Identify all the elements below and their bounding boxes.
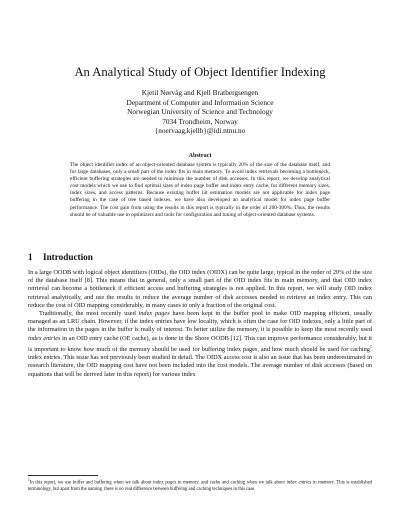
emphasis-index-entries: index entries (28, 334, 61, 342)
section-heading (28, 252, 93, 262)
section-number: 1 (28, 252, 33, 262)
author-block (0, 88, 400, 136)
emphasis-index-pages: index pages (138, 310, 170, 318)
section-title: Introduction (43, 252, 93, 262)
paragraph-2: Traditionally, the most recently used index pages have been kept in the buffer pool to make OID mapping efficient, usually managed as an LRU chain. However, if the index entries have low locality, which is often the case for OID indexes, only a little part of the information in the pages in the buffer is really of interest. To better utilize the memory, it is possible to keep the most recently used index entries in an OID entry cache (OE cache), as is done in the Shore OODB [12]. This can improve performance considerably, but it is important to know how much of the memory should be used for buffering index pages, and how much should be used for caching$^1$ index entries. This issue has not previously been studied in detail. The OIDX access cost is also an issue that has been underestimated in research literature, the OID mapping cost have not been included into the cost models. The average number of disk accesses (based on equations that will be derived later in this report) for various index (28, 310, 373, 378)
affiliation-department: Department of Computer and Information Science (126, 97, 274, 107)
affiliation-address: 7034 Trondheim, Norway (162, 116, 238, 126)
section-body (28, 269, 372, 379)
abstract-text: The object identifier index of an object-oriented database system is typically 20% of the size of the database itself, and for large databases, only a small part of the index fits in main memory. To avoid index retrievals becoming a bottleneck, efficient buffering strategies are needed to minimize the number of disk accesses. In this report, we develop analytical cost models which we use to find optimal sizes of index page buffer and index entry cache, for different memory sizes, index sizes, and access patterns. Because existing buffer hit estimation models are not applicable for index page buffering in the case of tree based indexes, we have also developed an analytical model for index page buffer performance. The cost gain from using the results in this report is typically in the order of 200-300%. Thus, the results should be of valuable use in optimizers and tools for configuration and tuning of object-oriented database systems. (70, 162, 330, 218)
footnote-mark: 1 (28, 478, 30, 482)
paper-title: An Analytical Study of Object Identifier Indexing (74, 65, 326, 79)
footnote-reference: 1 (369, 343, 372, 349)
paragraph-1: In a large OODB with logical object identifiers (OIDs), the OID index (OIDX) can be quite large, typical in the order of 20% of the size of the database itself [8]. This means that in general, only a small part of the OID index fits in main memory, and that OID index retrieval can become a bottleneck if efficient access and buffering strategies is not applied. In this report, we will study OID index retrieval analytically, and use the results to reduce the average number of disk accesses needed to retrieve an index entry. This can reduce the cost of OID mapping considerably, in many cases to only a fraction of the original cost. (28, 269, 372, 309)
affiliation-university: Norwegian University of Science and Technology (127, 107, 273, 117)
abstract-heading: Abstract (188, 152, 212, 159)
footnote-divider (28, 475, 98, 476)
author-names: Kjetil Nørvåg and Kjell Bratbergsengen (141, 88, 259, 97)
author-email: {noervaag,kjellb}@idi.ntnu.no (154, 126, 246, 136)
footnote: $^1$In this report, we use buffer and buffering when we talk about index pages in memory, and cache and caching when we talk about index entries in memory. This is established terminology, but apart from the naming, there is no real difference between buffering and caching techniques in this case. (28, 478, 372, 492)
